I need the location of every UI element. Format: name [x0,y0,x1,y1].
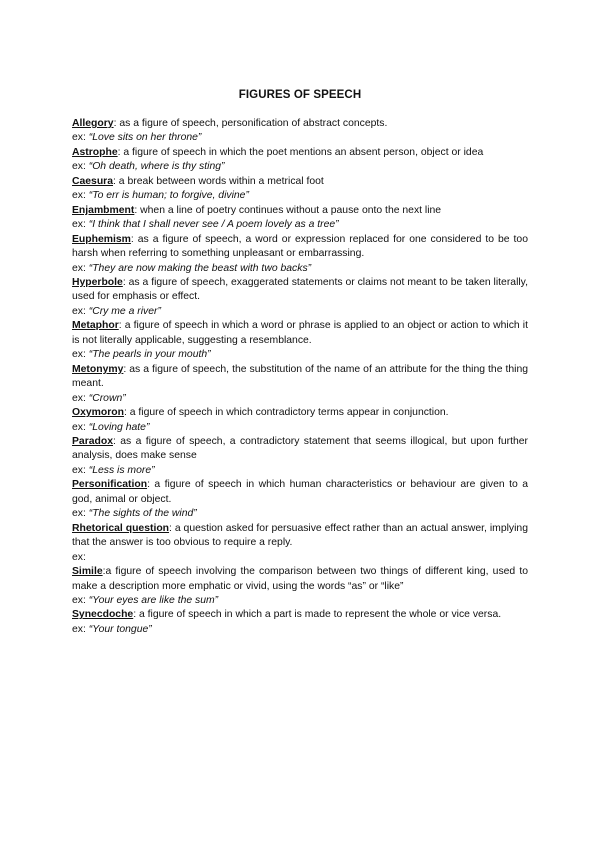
entry-definition-line [72,522,528,551]
entry-definition: : as a figure of speech, a word or expression replaced for one considered to be too harsh when referring to something unpleasant or embarrassing. [72,233,528,260]
glossary-entry [72,146,528,175]
document-title: FIGURES OF SPEECH [238,89,362,101]
entry-example-line [72,160,528,174]
entry-example-line [72,464,528,478]
example-prefix: ex: [72,594,89,606]
entry-example-line [72,262,528,276]
example-prefix: ex: [72,508,89,520]
example-prefix: ex: [72,132,89,144]
glossary-entry [72,435,528,478]
glossary-list [72,117,528,637]
entry-example: “I think that I shall never see / A poem lovely as a tree” [88,219,339,231]
example-prefix: ex: [72,551,86,563]
glossary-entry [72,175,528,204]
entry-example-line [72,305,528,319]
example-prefix: ex: [72,464,89,476]
entry-definition: : a figure of speech in which the poet mentions an absent person, object or idea [117,146,484,158]
entry-definition-line [72,608,528,622]
glossary-entry [72,276,528,319]
entry-definition-line [72,565,528,594]
entry-term: Euphemism [72,233,131,245]
glossary-entry [72,233,528,276]
entry-term: Caesura [72,175,114,187]
entry-example: “Oh death, where is thy sting” [88,161,225,173]
entry-example: “Crown” [88,392,126,404]
entry-term: Enjambment [72,204,135,216]
entry-term: Astrophe [72,146,118,158]
entry-definition: : a figure of speech in which human characteristics or behaviour are given to a god, animal or object. [72,479,528,505]
example-prefix: ex: [72,392,89,404]
entry-term: Simile [72,566,103,578]
example-prefix: ex: [72,349,89,361]
example-prefix: ex: [72,219,89,231]
glossary-entry [72,406,528,435]
example-prefix: ex: [72,161,89,173]
entry-definition-line [72,406,528,420]
entry-definition-line [72,175,528,189]
entry-definition: : a question asked for persuasive effect rather than an actual answer, implying that the answer is too obvious to require a reply. [72,522,528,549]
example-prefix: ex: [72,421,89,433]
entry-definition-line [72,363,528,392]
entry-term: Paradox [72,435,114,447]
entry-definition: : a break between words within a metrical foot [113,175,324,187]
example-prefix: ex: [72,190,89,202]
entry-example: “Your tongue” [88,623,152,635]
entry-example-line [72,623,528,637]
entry-example: “To err is human; to forgive, divine” [88,190,249,202]
glossary-entry [72,117,528,146]
entry-term: Oxymoron [72,407,124,419]
entry-example: “Less is more” [88,464,155,476]
glossary-entry [72,319,528,362]
entry-example: “They are now making the beast with two backs” [88,262,312,274]
entry-example-line [72,131,528,145]
entry-example-line [72,392,528,406]
glossary-entry [72,363,528,406]
entry-definition-line [72,146,528,160]
entry-example: “The sights of the wind” [88,508,197,520]
entry-definition-line [72,319,528,348]
entry-example-line [72,421,528,435]
entry-term: Metaphor [72,320,119,332]
entry-example-line [72,507,528,521]
entry-definition: : when a line of poetry continues without a pause onto the next line [134,204,442,216]
entry-example-line [72,348,528,362]
entry-example: “Cry me a river” [88,305,161,317]
entry-definition: :a figure of speech involving the comparison between two things of different king, used to make a description more emphatic or vivid, using the words “as” or “like” [72,566,528,592]
entry-example-line [72,218,528,232]
entry-term: Allegory [72,118,114,129]
glossary-entry [72,565,528,608]
entry-definition: : a figure of speech in which a word or phrase is applied to an object or action to which it is not literally applicable, suggesting a resemblance. [72,320,528,346]
entry-term: Rhetorical question [72,522,170,534]
entry-example-line [72,189,528,203]
entry-term: Synecdoche [72,609,134,621]
entry-term: Hyperbole [72,276,123,288]
entry-definition: : a figure of speech in which contradictory terms appear in conjunction. [123,407,449,419]
glossary-entry [72,522,528,565]
entry-example: “Loving hate” [88,421,150,433]
glossary-entry [72,204,528,233]
entry-definition: : a figure of speech in which a part is made to represent the whole or vice versa. [133,609,502,621]
entry-definition-line [72,204,528,218]
entry-example-line [72,551,528,565]
entry-example-line [72,594,528,608]
entry-definition-line [72,478,528,507]
entry-definition: : as a figure of speech, the substitution of the name of an attribute for the thing the thing meant. [72,363,528,390]
entry-example: “The pearls in your mouth” [88,349,211,361]
entry-example: “Love sits on her throne” [88,132,202,144]
entry-definition: : as a figure of speech, personification of abstract concepts. [113,118,388,129]
entry-term: Metonymy [72,363,124,375]
entry-definition: : as a figure of speech, exaggerated statements or claims not meant to be taken literally, used for emphasis or effect. [72,276,528,303]
example-prefix: ex: [72,305,89,317]
entry-definition: : as a figure of speech, a contradictory statement that seems illogical, but upon further analysis, does make sense [72,435,528,462]
entry-definition-line [72,233,528,262]
entry-definition-line [72,435,528,464]
example-prefix: ex: [72,262,89,274]
glossary-entry [72,608,528,637]
glossary-entry [72,478,528,521]
entry-definition-line [72,276,528,305]
entry-term: Personification [72,479,148,491]
entry-definition-line [72,117,528,131]
example-prefix: ex: [72,623,89,635]
entry-example: “Your eyes are like the sum” [88,594,219,606]
